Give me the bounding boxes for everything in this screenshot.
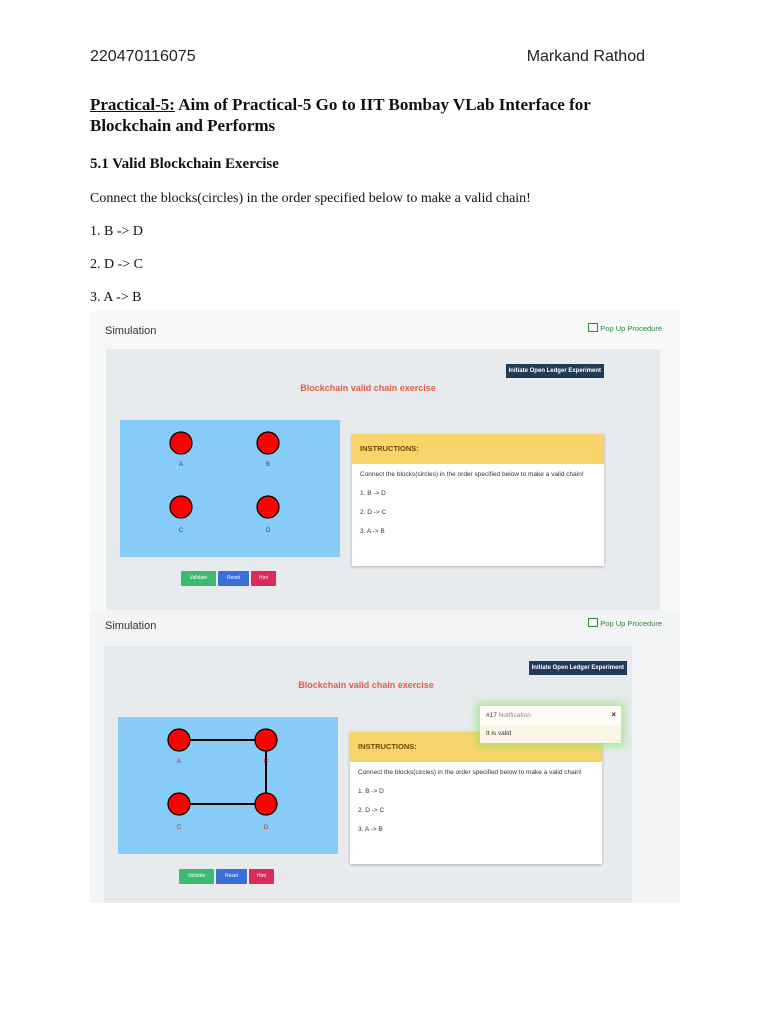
block-canvas[interactable]	[120, 420, 340, 557]
block-node-a[interactable]	[170, 432, 192, 454]
validate-button[interactable]: Validate	[181, 571, 216, 586]
instructions-text: Connect the blocks(circles) in the order specified below to make a valid chain!	[358, 769, 582, 776]
initiate-ledger-button[interactable]: Initiate Open Ledger Experiment	[529, 661, 627, 675]
instructions-text: Connect the blocks(circles) in the order specified below to make a valid chain!	[360, 471, 584, 478]
block-node-b[interactable]	[255, 729, 277, 751]
experiment-panel	[104, 646, 632, 903]
instructions-card	[350, 732, 602, 864]
action-buttons	[181, 566, 278, 586]
step-1: 1. B -> D	[90, 224, 144, 239]
instruction-step-1: 1. B -> D	[360, 490, 386, 497]
intro-text: Connect the blocks(circles) in the order specified below to make a valid chain!	[90, 191, 531, 206]
action-buttons	[179, 864, 276, 884]
step-2: 2. D -> C	[90, 257, 144, 272]
hint-button[interactable]: Hint	[251, 571, 276, 586]
instruction-step-2: 2. D -> C	[358, 807, 385, 814]
reset-button[interactable]: Reset	[218, 571, 249, 586]
node-label-a: A	[178, 462, 184, 468]
reset-button[interactable]: Reset	[216, 869, 247, 884]
notification-toast	[480, 706, 621, 743]
experiment-panel	[106, 349, 660, 615]
popup-procedure-link[interactable]	[588, 618, 662, 628]
node-label-a: A	[176, 759, 182, 765]
practical-title	[90, 94, 650, 136]
node-label-c: C	[176, 825, 182, 831]
block-graph	[118, 717, 338, 854]
notification-id: #17	[486, 712, 497, 719]
notification-label: Notification	[498, 712, 531, 719]
block-graph	[120, 420, 340, 557]
instruction-step-3: 3. A -> B	[360, 528, 385, 535]
step-3: 3. A -> B	[90, 290, 142, 305]
simulation-title: Simulation	[105, 620, 157, 632]
exercise-title: Blockchain valid chain exercise	[298, 680, 434, 690]
block-node-c[interactable]	[168, 793, 190, 815]
popup-procedure-link[interactable]	[588, 323, 662, 333]
simulation-screenshot-2	[90, 610, 680, 903]
block-node-a[interactable]	[168, 729, 190, 751]
initiate-ledger-button[interactable]: Initiate Open Ledger Experiment	[506, 364, 604, 378]
notification-header	[486, 712, 531, 719]
exercise-title: Blockchain valid chain exercise	[300, 383, 436, 393]
practical-label: Practical-5:	[90, 95, 175, 114]
instructions-heading: INSTRUCTIONS:	[350, 732, 602, 762]
block-canvas[interactable]	[118, 717, 338, 854]
external-link-icon	[588, 323, 598, 332]
block-node-c[interactable]	[170, 496, 192, 518]
simulation-title: Simulation	[105, 325, 157, 337]
popup-procedure-label: Pop Up Procedure	[600, 619, 662, 628]
instructions-heading: INSTRUCTIONS:	[352, 434, 604, 464]
validate-button[interactable]: Validate	[179, 869, 214, 884]
node-label-d: D	[265, 528, 271, 534]
external-link-icon	[588, 618, 598, 627]
notification-message: It is valid	[480, 725, 621, 743]
student-id: 220470116075	[90, 48, 196, 65]
node-label-b: B	[265, 462, 271, 468]
node-label-d: D	[263, 825, 269, 831]
instruction-step-2: 2. D -> C	[360, 509, 387, 516]
block-node-d[interactable]	[257, 496, 279, 518]
close-icon[interactable]: ×	[611, 710, 616, 719]
popup-procedure-label: Pop Up Procedure	[600, 324, 662, 333]
instructions-card	[352, 434, 604, 566]
hint-button[interactable]: Hint	[249, 869, 274, 884]
block-node-d[interactable]	[255, 793, 277, 815]
node-label-c: C	[178, 528, 184, 534]
student-name: Markand Rathod	[526, 48, 645, 65]
node-label-b: B	[263, 759, 269, 765]
instruction-step-3: 3. A -> B	[358, 826, 383, 833]
practical-aim: Aim of Practical-5 Go to IIT Bombay VLab Interface for Blockchain and Performs	[90, 95, 591, 135]
instruction-step-1: 1. B -> D	[358, 788, 384, 795]
block-node-b[interactable]	[257, 432, 279, 454]
simulation-screenshot-1	[90, 311, 680, 615]
section-heading: 5.1 Valid Blockchain Exercise	[90, 156, 279, 172]
